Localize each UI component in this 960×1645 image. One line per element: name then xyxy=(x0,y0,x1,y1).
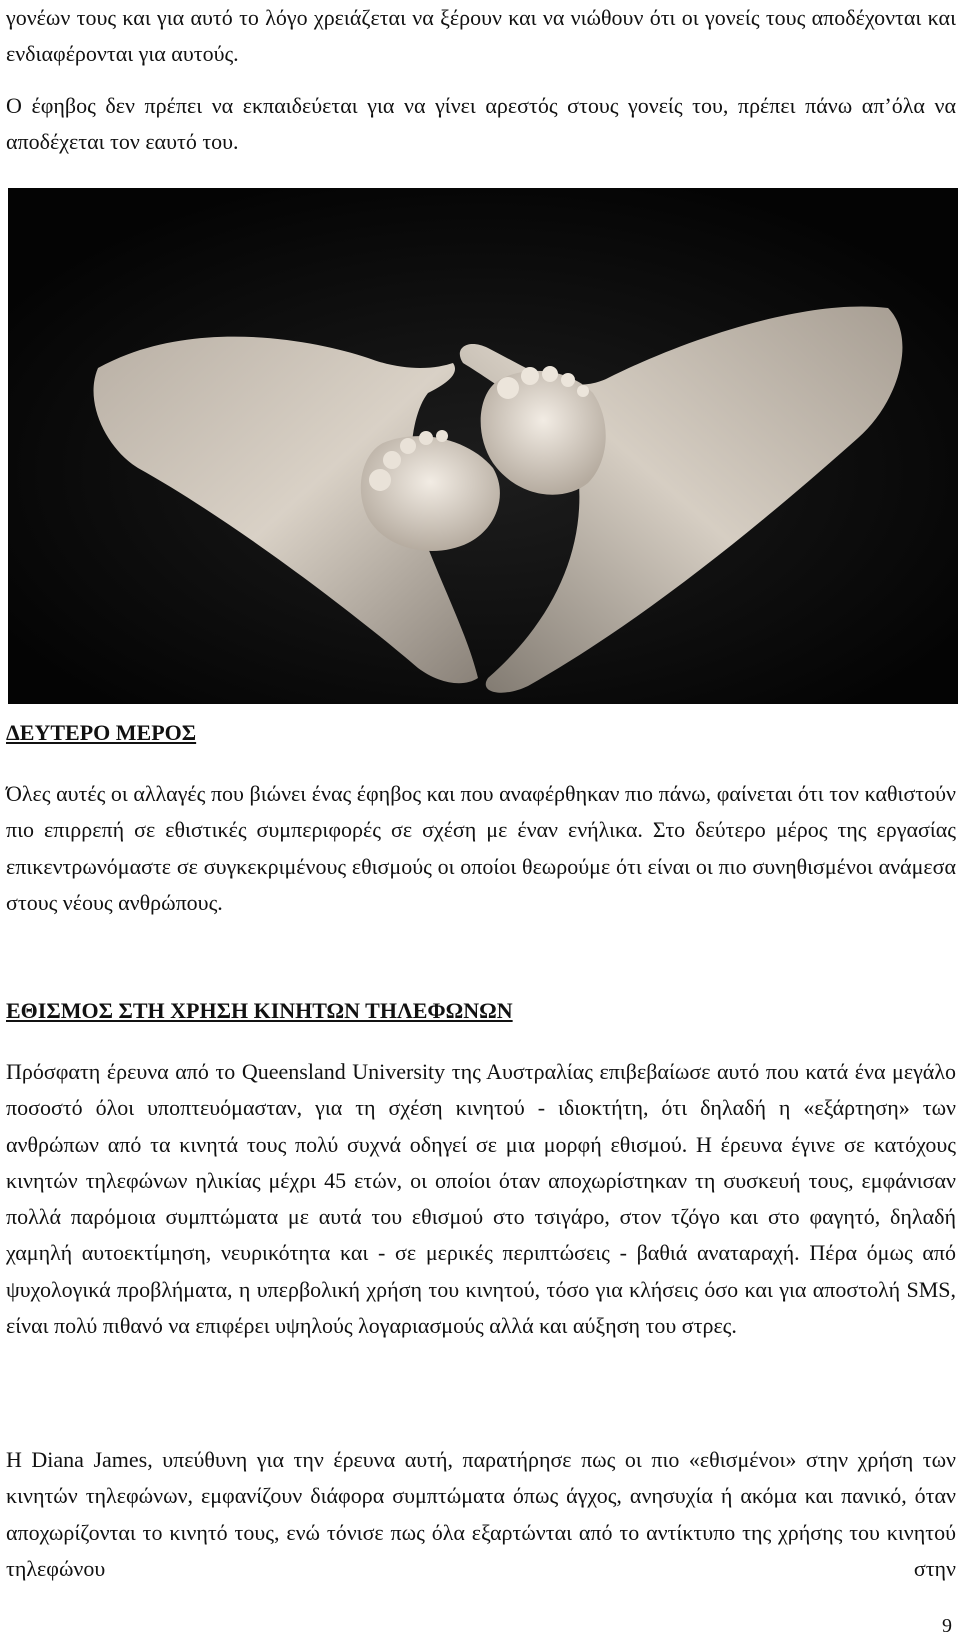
hands-holding-baby-feet-photo xyxy=(8,188,958,704)
heading-part-two: ΔΕΥΤΕΡΟ ΜΕΡΟΣ xyxy=(6,720,197,745)
paragraph-self-acceptance: Ο έφηβος δεν πρέπει να εκπαιδεύεται για να γίνει αρεστός στους γονείς του, πρέπει πάνω απ’όλα να αποδέχεται τον εαυτό του. xyxy=(6,93,956,155)
heading-mobile-phone-addiction: ΕΘΙΣΜΟΣ ΣΤΗ ΧΡΗΣΗ ΚΙΝΗΤΩΝ ΤΗΛΕΦΩΝΩΝ xyxy=(6,998,513,1023)
paragraph-diana-james: Η Diana James, υπεύθυνη για την έρευνα αυτή, παρατήρησε πως οι πιο «εθισμένοι» στην χρήση των κινητών τηλεφώνων, εμφανίζουν διάφορα συμπτώματα όπως άγχος, ανησυχία ή ακόμα και πανικό, όταν αποχωρίζονται το κινητό τους, ενώ τόνισε πως όλα εξαρτώνται από το αντίκτυπο της χρήσης του κινητού τηλεφώνου στην xyxy=(6,1447,956,1581)
paragraph-teen-addictions: Όλες αυτές οι αλλαγές που βιώνει ένας έφηβος και που αναφέρθηκαν πιο πάνω, φαίνεται ότι τον καθιστούν πιο επιρρεπή σε εθιστικές συμπεριφορές σε σχέση με έναν ενήλικα. Στο δεύτερο μέρος της εργασίας επικεντρωνόμαστε σε συγκεκριμένους εθισμούς οι οποίοι θεωρούμε ότι είναι οι πιο συνηθισμένοι ανάμεσα στους νέους ανθρώπους. xyxy=(6,781,956,915)
paragraph-parents-acceptance: γονέων τους και για αυτό το λόγο χρειάζεται να ξέρουν και να νιώθουν ότι οι γονείς τους αποδέχονται και ενδιαφέρονται για αυτούς. xyxy=(6,5,956,67)
page-number: 9 xyxy=(942,1615,952,1637)
paragraph-queensland-study: Πρόσφατη έρευνα από το Queensland University της Αυστραλίας επιβεβαίωσε αυτό που κατά ένα μεγάλο ποσοστό όλοι υποπτευόμασταν, για τη σχέση κινητού - ιδιοκτήτη, ότι δηλαδή η «εξάρτηση» των ανθρώπων από τα κινητά τους πολύ συχνά οδηγεί σε μια μορφή εθισμού. Η έρευνα έγινε σε κατόχους κινητών τηλεφώνων ηλικίας μέχρι 45 ετών, οι οποίοι όταν αποχωρίστηκαν τη συσκευή τους, εμφάνισαν πολλά παρόμοια συμπτώματα με αυτά του εθισμού στο τσιγάρο, στον τζόγο και στο φαγητό, δηλαδή χαμηλή αυτοεκτίμηση, νευρικότητα και - σε μερικές περιπτώσεις - βαθιά αναταραχή. Πέρα όμως από ψυχολογικά προβλήματα, η υπερβολική χρήση του κινητού, τόσο για κλήσεις όσο και για αποστολή SMS, είναι πολύ πιθανό να επιφέρει υψηλούς λογαριασμούς αλλά και αύξηση του στρες. xyxy=(6,1059,956,1339)
